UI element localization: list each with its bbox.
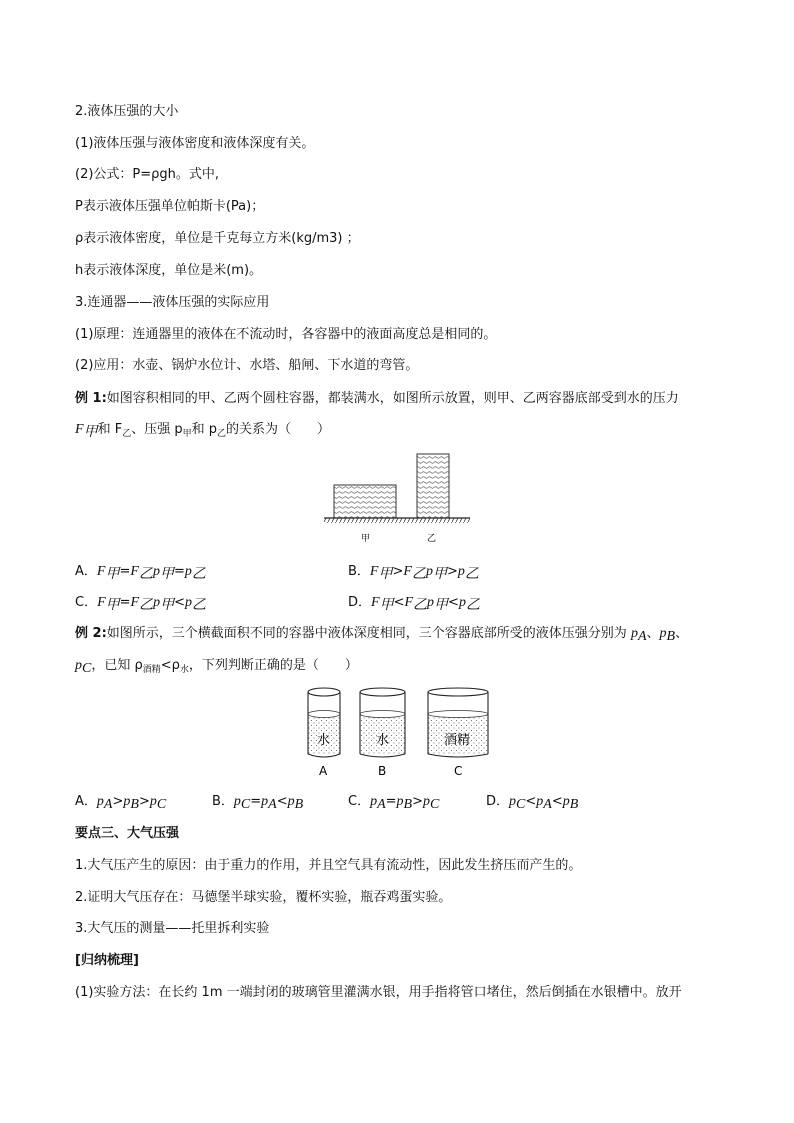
section3-title: 3.连通器——液体压强的实际应用	[75, 295, 270, 310]
option-relation: <	[448, 595, 459, 610]
option-relation: <	[393, 595, 405, 610]
option-symbol: F	[130, 564, 139, 579]
container-b	[360, 688, 405, 778]
option-subscript: C	[516, 797, 526, 812]
option-subscript: C	[430, 797, 440, 812]
section2-title: 2.液体压强的大小	[75, 104, 179, 119]
container-yi	[417, 454, 449, 518]
option-subscript: 乙	[192, 598, 207, 613]
option-subscript: 乙	[411, 567, 426, 582]
example2-option-a[interactable]	[75, 793, 166, 814]
option-subscript: 乙	[413, 598, 428, 613]
point3-title: 要点三、大气压强	[75, 826, 180, 841]
option-symbol: p	[423, 794, 431, 809]
option-symbol: p	[457, 564, 465, 579]
container-c	[428, 688, 488, 778]
container-a-liquid: 水	[317, 733, 331, 748]
example2-question: 例 2:如图所示，三个横截面积不同的容器中液体深度相同，三个容器底部所受的液体压强分别为 $p_A$、$p_B$、	[75, 626, 689, 644]
container-b-liquid: 水	[376, 733, 390, 748]
option-symbol: F	[404, 595, 414, 610]
option-subscript: A	[543, 797, 552, 812]
option-symbol: p	[96, 794, 104, 809]
option-symbol: p	[427, 595, 435, 610]
option-subscript: 甲	[378, 567, 393, 582]
option-symbol: F	[369, 564, 379, 579]
section2-formula: (2)公式：P=ρgh。式中,	[75, 167, 220, 182]
example2-figure	[300, 684, 500, 780]
option-subscript: 甲	[105, 567, 120, 582]
option-symbol: p	[185, 595, 193, 610]
point3-summary-heading: [归纳梳理]	[75, 953, 139, 968]
example1-question	[75, 390, 679, 408]
option-symbol: p	[233, 794, 241, 809]
example1-option-c[interactable]	[75, 594, 206, 615]
option-letter: C．	[75, 595, 98, 610]
figure1-label-jia: 甲	[361, 534, 371, 544]
point3-proof: 2.证明大气压存在：马德堡半球实验，覆杯实验，瓶吞鸡蛋实验。	[75, 890, 452, 905]
option-subscript: A	[377, 797, 386, 812]
option-relation: =	[385, 794, 397, 809]
option-relation: >	[392, 564, 404, 579]
option-subscript: B	[569, 797, 579, 812]
container-c-liquid: 酒精	[444, 733, 471, 748]
option-subscript: 甲	[159, 567, 174, 582]
option-subscript: C	[156, 797, 167, 812]
example2-option-d[interactable]	[486, 793, 578, 814]
option-subscript: B	[403, 797, 413, 812]
section2-h-definition: h表示液体深度，单位是米(m)。	[75, 263, 263, 278]
example1-option-a[interactable]	[75, 563, 206, 584]
ground-hatch	[324, 518, 470, 523]
container-a	[308, 688, 340, 778]
option-symbol: p	[370, 794, 378, 809]
option-letter: A．	[75, 794, 97, 809]
example1-option-d[interactable]	[348, 594, 480, 615]
option-relation: =	[119, 595, 131, 610]
container-a-label: A	[319, 764, 328, 778]
example1-label: 例 1:	[75, 391, 107, 406]
point3-method: (1)实验方法：在长约 1m 一端封闭的玻璃管里灌满水银，用手指将管口堵住，然后倒插在水银槽中。放开	[75, 985, 682, 1000]
option-relation: <	[525, 794, 537, 809]
example2-text: 如图所示，三个横截面积不同的容器中液体深度相同，三个容器底部所受的液体压强分别为	[106, 626, 627, 641]
option-relation: <	[276, 794, 288, 809]
section2-p-definition: P表示液体压强单位帕斯卡(Pa)；	[75, 199, 265, 214]
option-symbol: p	[458, 595, 466, 610]
example1-option-b[interactable]	[348, 563, 479, 584]
container-jia	[334, 485, 396, 518]
example1-question-line2: $F_甲$和 $F_乙$、压强 $p_甲$和 $p_乙$的关系为（ ）	[75, 422, 331, 440]
option-subscript: 甲	[434, 598, 449, 613]
example1-figure	[320, 450, 472, 546]
option-relation: >	[412, 794, 424, 809]
option-symbol: p	[396, 794, 404, 809]
container-c-label: C	[454, 764, 463, 778]
figure1-label-yi: 乙	[427, 534, 437, 544]
option-relation: >	[446, 564, 458, 579]
option-subscript: 甲	[379, 598, 394, 613]
option-subscript: 乙	[464, 567, 479, 582]
option-letter: D．	[348, 595, 372, 610]
option-symbol: p	[425, 564, 433, 579]
example2-question-line2: $p_C$，已知 $\rho_{酒精}<\rho_水$，下列判断正确的是（ ）	[75, 658, 358, 676]
example1-text: 如图容积相同的甲、乙两个圆柱容器，都装满水，如图所示放置，则甲、乙两容器底部受到水的压力	[106, 391, 679, 406]
option-relation: >	[138, 794, 150, 809]
container-b-label: B	[378, 764, 387, 778]
option-symbol: F	[96, 564, 106, 579]
option-symbol: F	[371, 595, 380, 610]
option-subscript: A	[103, 797, 113, 812]
option-symbol: p	[153, 595, 161, 610]
option-letter: D．	[486, 794, 510, 809]
option-symbol: p	[184, 564, 192, 579]
option-relation: =	[173, 564, 185, 579]
option-subscript: 乙	[139, 598, 154, 613]
option-subscript: 甲	[160, 598, 175, 613]
option-subscript: 乙	[138, 567, 153, 582]
option-relation: <	[551, 794, 563, 809]
point3-cause: 1.大气压产生的原因：由于重力的作用，并且空气具有流动性，因此发生挤压而产生的。	[75, 858, 582, 873]
option-symbol: F	[130, 595, 140, 610]
option-relation: =	[250, 794, 262, 809]
option-subscript: A	[268, 797, 277, 812]
option-symbol: F	[97, 595, 106, 610]
option-symbol: p	[287, 794, 295, 809]
option-symbol: p	[152, 564, 160, 579]
section3-principle: (1)原理：连通器里的液体在不流动时，各容器中的液面高度总是相同的。	[75, 327, 497, 342]
option-relation: <	[174, 595, 186, 610]
option-symbol: F	[403, 564, 412, 579]
section2-rho-definition: ρ表示液体密度，单位是千克每立方米(kg/m3) ；	[75, 231, 360, 246]
option-symbol: p	[536, 794, 544, 809]
section3-application: (2)应用：水壶、锅炉水位计、水塔、船闸、下水道的弯管。	[75, 358, 419, 373]
section2-point1: (1)液体压强与液体密度和液体深度有关。	[75, 136, 315, 151]
option-letter: B．	[348, 564, 370, 579]
option-subscript: B	[130, 797, 139, 812]
option-subscript: 甲	[432, 567, 447, 582]
option-letter: B．	[212, 794, 234, 809]
option-subscript: C	[240, 797, 251, 812]
option-subscript: 甲	[105, 598, 120, 613]
option-symbol: p	[149, 794, 157, 809]
example2-option-b[interactable]	[212, 793, 303, 814]
example2-option-c[interactable]	[348, 793, 439, 814]
option-subscript: 乙	[191, 567, 206, 582]
option-subscript: B	[294, 797, 304, 812]
point3-measurement: 3.大气压的测量——托里拆利实验	[75, 921, 270, 936]
option-symbol: p	[562, 794, 570, 809]
option-relation: >	[112, 794, 124, 809]
option-symbol: p	[123, 794, 131, 809]
option-letter: C．	[348, 794, 371, 809]
option-symbol: p	[261, 794, 269, 809]
example2-label: 例 2:	[75, 626, 107, 641]
option-relation: =	[119, 564, 131, 579]
option-letter: A．	[75, 564, 97, 579]
option-subscript: 乙	[465, 598, 480, 613]
option-symbol: p	[509, 794, 517, 809]
